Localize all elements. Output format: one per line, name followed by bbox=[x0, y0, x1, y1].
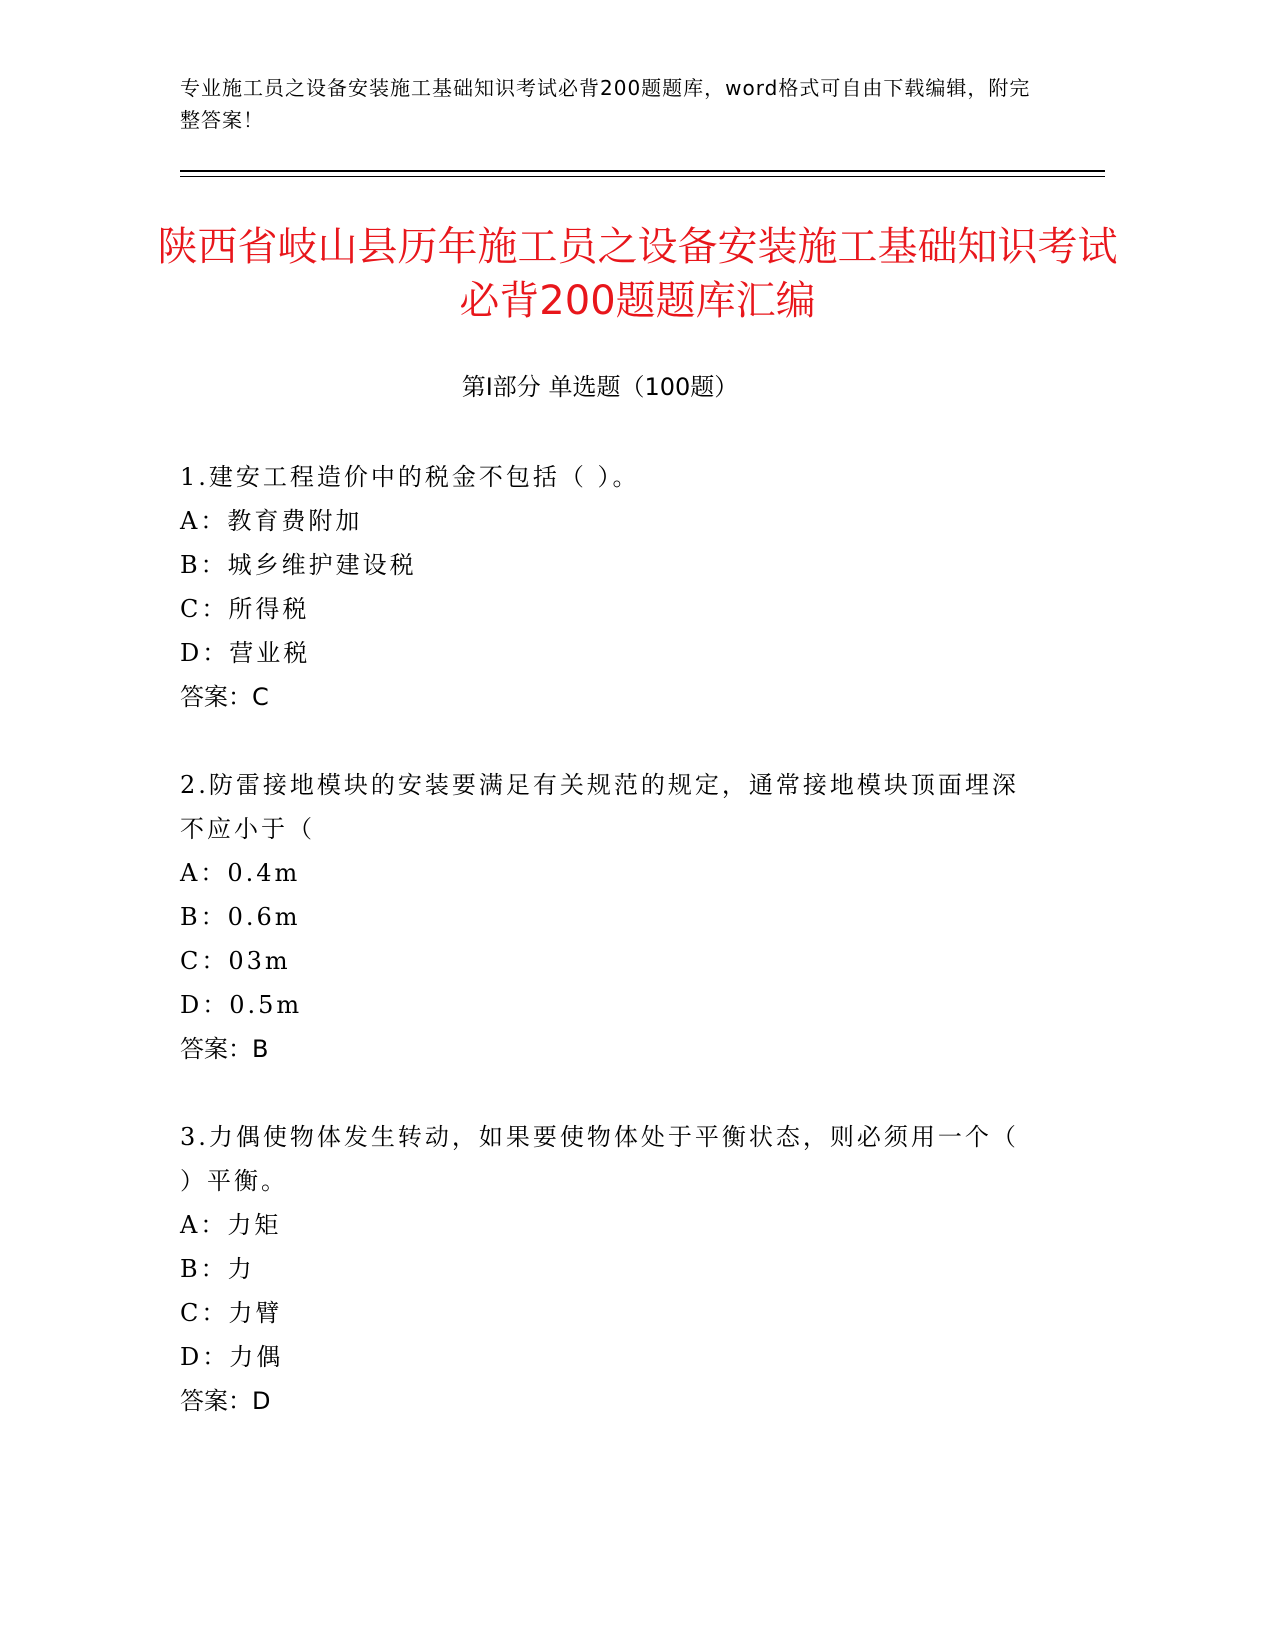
answer-line: 答案：D bbox=[180, 1387, 271, 1415]
option-a: A：力矩 bbox=[180, 1211, 282, 1239]
question-item bbox=[180, 763, 1040, 1071]
document-title: 陕西省岐山县历年施工员之设备安装施工基础知识考试必背200题题库汇编 bbox=[157, 224, 1118, 324]
option-d: D：0.5m bbox=[180, 991, 303, 1019]
question-item bbox=[180, 455, 1040, 719]
question-list bbox=[180, 455, 1040, 1467]
question-stem: 1.建安工程造价中的税金不包括（ ）。 bbox=[180, 463, 640, 491]
header-rule-thick bbox=[180, 170, 1105, 172]
option-a: A：0.4m bbox=[180, 859, 301, 887]
option-b: B：城乡维护建设税 bbox=[180, 551, 417, 579]
question-item bbox=[180, 1115, 1040, 1423]
option-c: C：所得税 bbox=[180, 595, 310, 623]
option-d: D：营业税 bbox=[180, 639, 311, 667]
section-heading: 第I部分 单选题（100题） bbox=[461, 373, 739, 401]
option-c: C：03m bbox=[180, 947, 291, 975]
question-stem: 2.防雷接地模块的安装要满足有关规范的规定，通常接地模块顶面埋深不应小于（ bbox=[180, 771, 1019, 843]
answer-line: 答案：B bbox=[180, 1035, 269, 1063]
option-b: B：力 bbox=[180, 1255, 255, 1283]
option-a: A：教育费附加 bbox=[180, 507, 363, 535]
header-note: 专业施工员之设备安装施工基础知识考试必背200题题库，word格式可自由下载编辑，附完整答案！ bbox=[180, 76, 1031, 132]
question-stem: 3.力偶使物体发生转动，如果要使物体处于平衡状态，则必须用一个（ ）平衡。 bbox=[180, 1123, 1019, 1195]
answer-line: 答案：C bbox=[180, 683, 269, 711]
header-rule-thin bbox=[180, 176, 1105, 177]
option-c: C：力臂 bbox=[180, 1299, 283, 1327]
option-b: B：0.6m bbox=[180, 903, 301, 931]
option-d: D：力偶 bbox=[180, 1343, 284, 1371]
